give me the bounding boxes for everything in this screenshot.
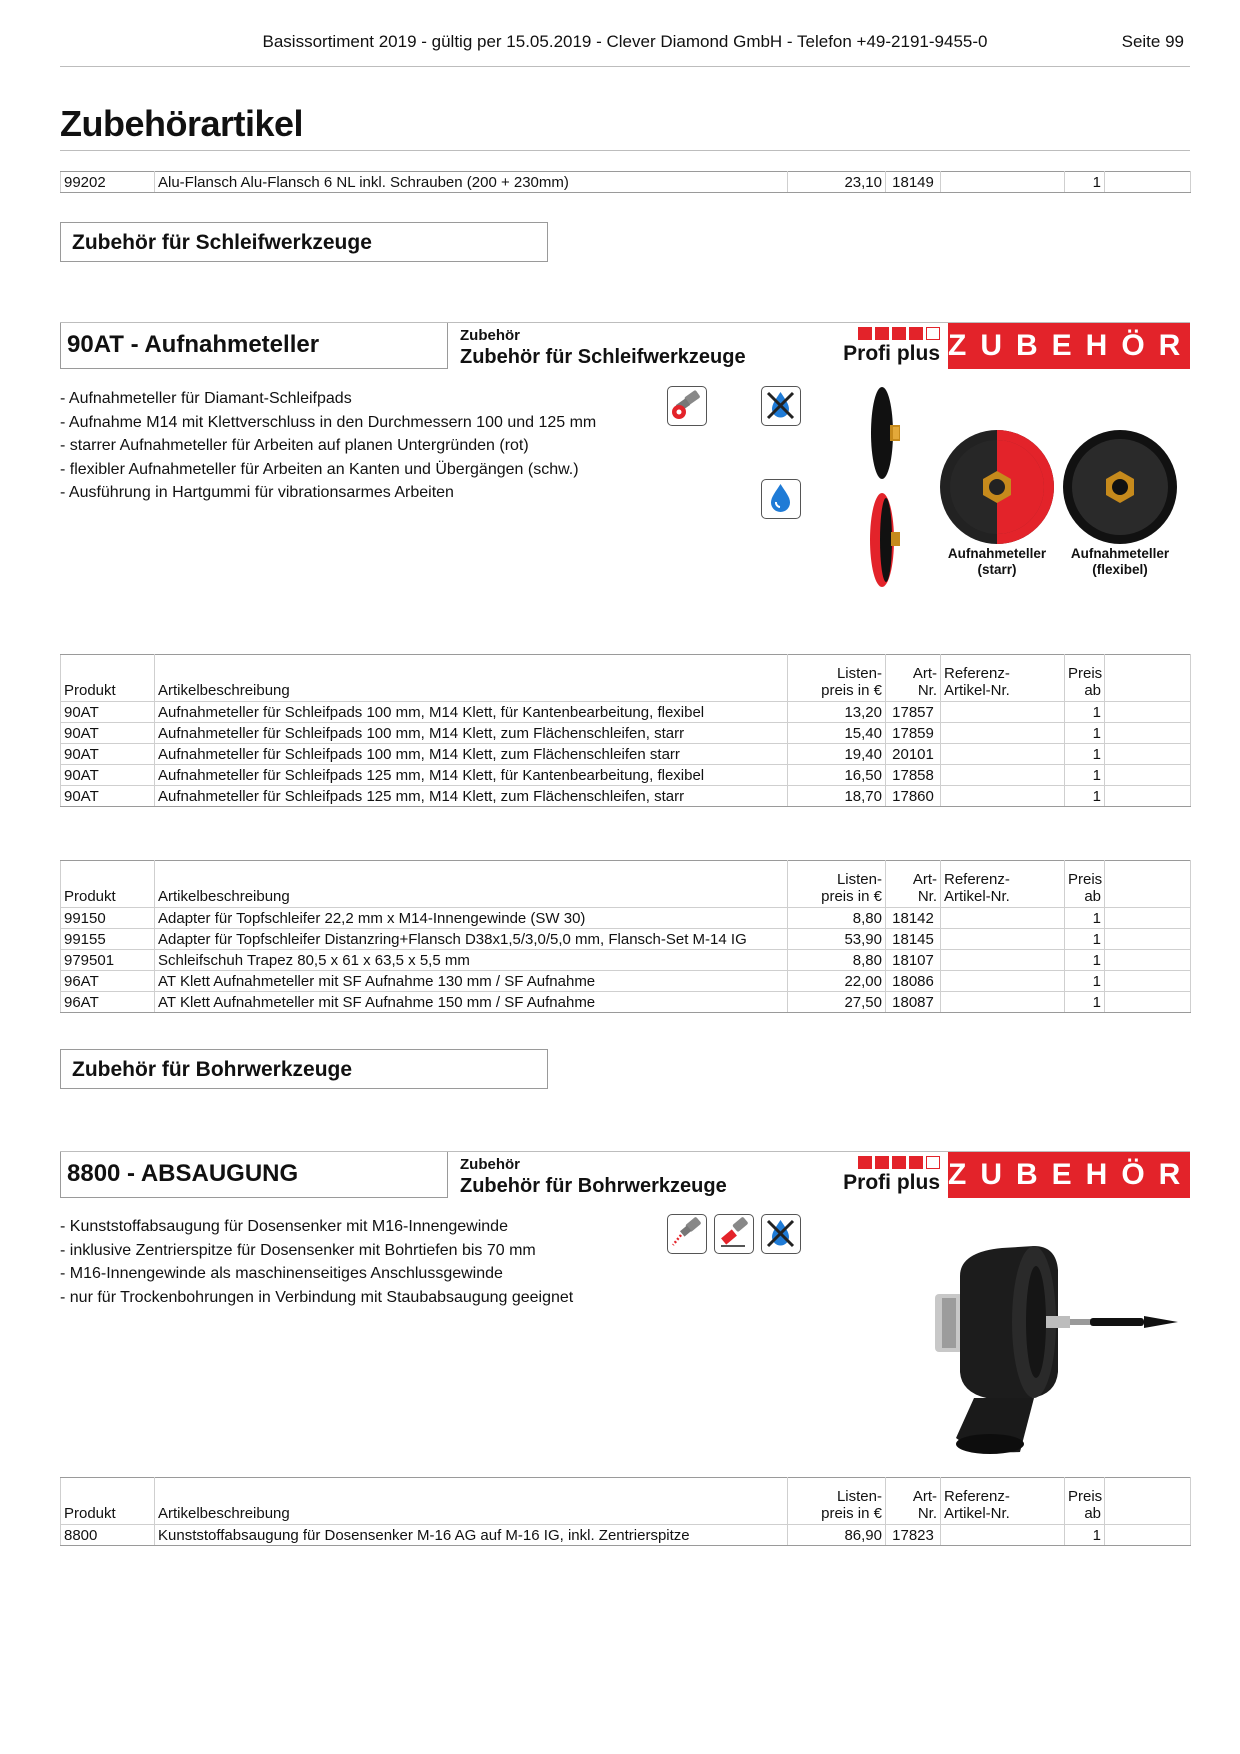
product-title: 90AT - Aufnahmeteller [60, 323, 448, 369]
cell-beschreibung: Schleifschuh Trapez 80,5 x 61 x 63,5 x 5,5 mm [155, 950, 788, 971]
cell-empty [1105, 702, 1191, 723]
header-art-nr [886, 1478, 941, 1525]
header-preis [788, 1478, 886, 1525]
cell-empty [1105, 786, 1191, 807]
table-row [61, 765, 1191, 786]
rating-square-filled [858, 1156, 872, 1169]
table-row [61, 971, 1191, 992]
cell-beschreibung: Kunststoffabsaugung für Dosensenker M-16 AG auf M-16 IG, inkl. Zentrierspitze [155, 1525, 788, 1546]
table-header-row [61, 1478, 1191, 1525]
header-preis-line1: Listen- [836, 871, 882, 888]
cell-ab: 1 [1065, 1525, 1105, 1546]
drill-icon [667, 1214, 707, 1254]
cell-produkt: 90AT [61, 723, 155, 744]
rating-block [840, 1152, 940, 1195]
table-row [61, 950, 1191, 971]
table-row [61, 929, 1191, 950]
header-ref-line2: Artikel-Nr. [944, 1505, 1010, 1522]
cell-art-nr: 18149 [886, 172, 941, 193]
profi-label: Profi plus [843, 1171, 940, 1194]
no-water-icon [761, 1214, 801, 1254]
bullet-item: - nur für Trockenbohrungen in Verbindung mit Staubabsaugung geeignet [60, 1288, 574, 1306]
red-pad-side-image [860, 490, 910, 590]
cell-beschreibung: Aufnahmeteller für Schleifpads 125 mm, M14 Klett, für Kantenbearbeitung, flexibel [155, 765, 788, 786]
cell-empty [1105, 950, 1191, 971]
header-art-nr [886, 655, 941, 702]
bullet-item: - starrer Aufnahmeteller für Arbeiten auf planen Untergründen (rot) [60, 437, 529, 454]
cell-empty [1105, 1525, 1191, 1546]
black-pad-side-image [860, 383, 910, 483]
header-produkt: Produkt [61, 1478, 155, 1525]
header-beschreibung: Artikelbeschreibung [155, 1478, 788, 1525]
table-row [61, 992, 1191, 1013]
zubehoer-tag: ZUBEHÖR [948, 323, 1190, 369]
cell-referenz [941, 172, 1065, 193]
zubehoer-tag: ZUBEHÖR [948, 1152, 1190, 1198]
cell-art-nr: 17860 [886, 786, 941, 807]
top-row-table [60, 171, 1191, 193]
table-row [61, 723, 1191, 744]
cell-referenz [941, 702, 1065, 723]
cell-referenz [941, 744, 1065, 765]
page-title: Zubehörartikel [60, 100, 1190, 151]
cell-preis: 19,40 [788, 744, 886, 765]
section-title-bohr: Zubehör für Bohrwerkzeuge [60, 1049, 548, 1089]
cell-art-nr: 18107 [886, 950, 941, 971]
cell-produkt: 90AT [61, 765, 155, 786]
category-large: Zubehör für Bohrwerkzeuge [460, 1175, 727, 1197]
bullet-item: - Ausführung in Hartgummi für vibrationsarmes Arbeiten [60, 484, 454, 501]
cell-ab: 1 [1065, 992, 1105, 1013]
product-table-adapters [60, 860, 1191, 1013]
header-preis-line1: Listen- [836, 665, 882, 682]
cell-empty [1105, 1478, 1191, 1525]
cell-referenz [941, 1525, 1065, 1546]
cell-preis: 27,50 [788, 992, 886, 1013]
header-ab [1065, 1478, 1105, 1525]
header-art-line1: Art- [912, 871, 937, 888]
header-produkt: Produkt [61, 861, 155, 908]
cell-referenz [941, 723, 1065, 744]
cell-ab: 1 [1065, 908, 1105, 929]
caption-line: Aufnahmeteller [947, 546, 1047, 561]
table-row [61, 908, 1191, 929]
header-referenz [941, 655, 1065, 702]
cell-preis: 16,50 [788, 765, 886, 786]
cell-ab: 1 [1065, 971, 1105, 992]
cell-beschreibung: Adapter für Topfschleifer 22,2 mm x M14-Innengewinde (SW 30) [155, 908, 788, 929]
header-ab-line1: Preis [1068, 871, 1103, 888]
cell-art-nr: 17857 [886, 702, 941, 723]
caption-line: (starr) [977, 562, 1017, 577]
rating-square-filled [909, 327, 923, 340]
cell-empty [1105, 971, 1191, 992]
header-ab-line1: Preis [1068, 1488, 1103, 1505]
table-row [61, 1525, 1191, 1546]
rating-square-filled [858, 327, 872, 340]
rating-square-filled [892, 1156, 906, 1169]
caption-line: (flexibel) [1092, 562, 1148, 577]
rating-square-filled [875, 327, 889, 340]
header-ab-line2: ab [1084, 888, 1101, 905]
cell-ab: 1 [1065, 765, 1105, 786]
bullet-item: - Aufnahme M14 mit Klettverschluss in den Durchmessern 100 und 125 mm [60, 413, 597, 431]
rating-square-filled [909, 1156, 923, 1169]
no-water-icon [761, 386, 801, 426]
bullet-item: - Kunststoffabsaugung für Dosensenker mit M16-Innengewinde [60, 1218, 508, 1235]
caption-starr [930, 546, 1064, 578]
bullet-item: - flexibler Aufnahmeteller für Arbeiten an Kanten und Übergängen (schw.) [60, 460, 579, 478]
cell-art-nr: 18142 [886, 908, 941, 929]
cell-beschreibung: Alu-Flansch Alu-Flansch 6 NL inkl. Schrauben (200 + 230mm) [155, 172, 788, 193]
cell-ab: 1 [1065, 929, 1105, 950]
cell-preis: 53,90 [788, 929, 886, 950]
product-category [460, 327, 746, 369]
cell-preis: 18,70 [788, 786, 886, 807]
header-ab [1065, 655, 1105, 702]
cell-ab: 1 [1065, 744, 1105, 765]
product-category [460, 1156, 727, 1198]
header-art-line2: Nr. [917, 682, 937, 699]
header-beschreibung: Artikelbeschreibung [155, 861, 788, 908]
cell-ab: 1 [1065, 950, 1105, 971]
header-ab-line2: ab [1084, 682, 1101, 699]
cell-beschreibung: Aufnahmeteller für Schleifpads 100 mm, M14 Klett, zum Flächenschleifen starr [155, 744, 788, 765]
bullet-item: - M16-Innengewinde als maschinenseitiges Anschlussgewinde [60, 1265, 503, 1282]
cell-art-nr: 18087 [886, 992, 941, 1013]
header-art-line1: Art- [912, 1488, 937, 1505]
cell-produkt: 96AT [61, 992, 155, 1013]
header-preis-line2: preis in € [821, 888, 882, 905]
cell-beschreibung: Aufnahmeteller für Schleifpads 100 mm, M14 Klett, zum Flächenschleifen, starr [155, 723, 788, 744]
rigid-pad-image [937, 427, 1057, 547]
cell-produkt: 8800 [61, 1525, 155, 1546]
angle-grinder-icon [667, 386, 707, 426]
product1-bullets [60, 387, 596, 505]
header-ab-line1: Preis [1068, 665, 1103, 682]
cell-empty [1105, 992, 1191, 1013]
rating-square-filled [875, 1156, 889, 1169]
absaugung-image [930, 1222, 1182, 1458]
header-ref-line2: Artikel-Nr. [944, 888, 1010, 905]
cell-beschreibung: Aufnahmeteller für Schleifpads 100 mm, M14 Klett, für Kantenbearbeitung, flexibel [155, 702, 788, 723]
product-header-8800 [60, 1151, 1195, 1200]
table-header-row [61, 655, 1191, 702]
header-produkt: Produkt [61, 655, 155, 702]
cell-art-nr: 18086 [886, 971, 941, 992]
table-row [61, 702, 1191, 723]
header-referenz [941, 1478, 1065, 1525]
header-ab [1065, 861, 1105, 908]
cell-ab: 1 [1065, 172, 1105, 193]
cell-produkt: 99150 [61, 908, 155, 929]
page-number: Seite 99 [1121, 32, 1184, 51]
header-ref-line1: Referenz- [944, 665, 1010, 682]
cell-empty [1105, 861, 1191, 908]
cell-art-nr: 17858 [886, 765, 941, 786]
cell-referenz [941, 992, 1065, 1013]
cell-empty [1105, 908, 1191, 929]
header-ab-line2: ab [1084, 1505, 1101, 1522]
header-beschreibung: Artikelbeschreibung [155, 655, 788, 702]
rating-square-empty [926, 327, 940, 340]
table-row [61, 744, 1191, 765]
header-art-line1: Art- [912, 665, 937, 682]
cell-ab: 1 [1065, 702, 1105, 723]
category-small: Zubehör [460, 327, 520, 344]
cell-produkt: 96AT [61, 971, 155, 992]
cell-produkt: 99155 [61, 929, 155, 950]
header-preis-line2: preis in € [821, 1505, 882, 1522]
cell-preis: 8,80 [788, 950, 886, 971]
cell-ab: 1 [1065, 786, 1105, 807]
cell-produkt: 90AT [61, 702, 155, 723]
bullet-item: - Aufnahmeteller für Diamant-Schleifpads [60, 390, 352, 407]
cell-art-nr: 17823 [886, 1525, 941, 1546]
caption-flexibel [1053, 546, 1187, 578]
cell-referenz [941, 765, 1065, 786]
cell-empty [1105, 655, 1191, 702]
product-header-90at [60, 322, 1195, 371]
product-table-90at [60, 654, 1191, 807]
cell-empty [1105, 172, 1191, 193]
flexible-pad-image [1060, 427, 1180, 547]
page-header [60, 30, 1190, 67]
profi-label: Profi plus [843, 342, 940, 365]
water-drop-icon [761, 479, 801, 519]
rating-squares [840, 327, 940, 340]
header-art-line2: Nr. [917, 888, 937, 905]
drill-tilted-icon [714, 1214, 754, 1254]
header-ref-line2: Artikel-Nr. [944, 682, 1010, 699]
cell-referenz [941, 908, 1065, 929]
cell-art-nr: 20101 [886, 744, 941, 765]
cell-referenz [941, 971, 1065, 992]
cell-produkt: 90AT [61, 786, 155, 807]
cell-ab: 1 [1065, 723, 1105, 744]
cell-preis: 13,20 [788, 702, 886, 723]
cell-beschreibung: AT Klett Aufnahmeteller mit SF Aufnahme 150 mm / SF Aufnahme [155, 992, 788, 1013]
bullet-item: - inklusive Zentrierspitze für Dosensenker mit Bohrtiefen bis 70 mm [60, 1241, 536, 1259]
caption-line: Aufnahmeteller [1070, 546, 1170, 561]
header-ref-line1: Referenz- [944, 1488, 1010, 1505]
cell-art-nr: 18145 [886, 929, 941, 950]
table-header-row [61, 861, 1191, 908]
table-row [61, 172, 1191, 193]
rating-squares [840, 1156, 940, 1169]
cell-produkt: 99202 [61, 172, 155, 193]
header-ref-line1: Referenz- [944, 871, 1010, 888]
category-small: Zubehör [460, 1156, 520, 1173]
cell-preis: 22,00 [788, 971, 886, 992]
cell-art-nr: 17859 [886, 723, 941, 744]
rating-block [840, 323, 940, 366]
cell-produkt: 90AT [61, 744, 155, 765]
cell-empty [1105, 765, 1191, 786]
rating-square-filled [892, 327, 906, 340]
rating-square-empty [926, 1156, 940, 1169]
header-referenz [941, 861, 1065, 908]
category-large: Zubehör für Schleifwerkzeuge [460, 346, 746, 368]
cell-preis: 86,90 [788, 1525, 886, 1546]
cell-referenz [941, 929, 1065, 950]
cell-produkt: 979501 [61, 950, 155, 971]
header-art-line2: Nr. [917, 1505, 937, 1522]
cell-preis: 8,80 [788, 908, 886, 929]
cell-empty [1105, 929, 1191, 950]
header-preis [788, 861, 886, 908]
cell-empty [1105, 723, 1191, 744]
cell-preis: 23,10 [788, 172, 886, 193]
header-center-text: Basissortiment 2019 - gültig per 15.05.2019 - Clever Diamond GmbH - Telefon +49-2191-9455-0 [262, 32, 988, 51]
table-row [61, 786, 1191, 807]
product-title: 8800 - ABSAUGUNG [60, 1152, 448, 1198]
header-preis-line2: preis in € [821, 682, 882, 699]
section-title-schleif: Zubehör für Schleifwerkzeuge [60, 222, 548, 262]
header-preis-line1: Listen- [836, 1488, 882, 1505]
header-art-nr [886, 861, 941, 908]
product2-bullets [60, 1215, 573, 1309]
cell-referenz [941, 950, 1065, 971]
header-preis [788, 655, 886, 702]
cell-beschreibung: Adapter für Topfschleifer Distanzring+Flansch D38x1,5/3,0/5,0 mm, Flansch-Set M-14 IG [155, 929, 788, 950]
cell-beschreibung: Aufnahmeteller für Schleifpads 125 mm, M14 Klett, zum Flächenschleifen, starr [155, 786, 788, 807]
product-table-8800 [60, 1477, 1191, 1546]
cell-empty [1105, 744, 1191, 765]
cell-referenz [941, 786, 1065, 807]
cell-beschreibung: AT Klett Aufnahmeteller mit SF Aufnahme 130 mm / SF Aufnahme [155, 971, 788, 992]
cell-preis: 15,40 [788, 723, 886, 744]
